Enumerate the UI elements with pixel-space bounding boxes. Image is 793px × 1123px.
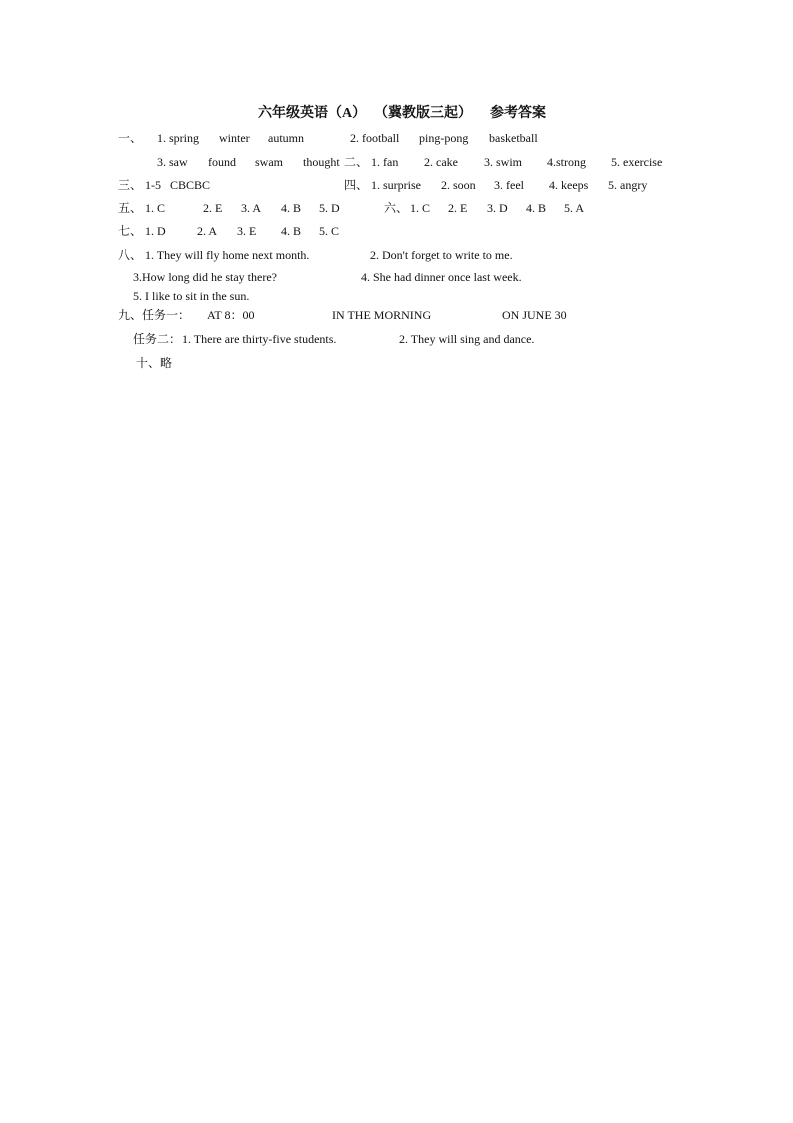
answer-item: 4.strong bbox=[547, 155, 586, 169]
section-5-prefix: 五、 bbox=[118, 201, 143, 215]
answer-item: found bbox=[208, 155, 236, 169]
answer-item: 4. B bbox=[281, 201, 302, 215]
answer-item: 5. A bbox=[564, 201, 585, 215]
answer-item: 5. C bbox=[319, 224, 340, 238]
task-2-prefix: 任务二： bbox=[133, 332, 182, 346]
answer-item: swam bbox=[255, 155, 283, 169]
answer-item: winter bbox=[219, 131, 250, 145]
answer-item: 1. There are thirty-five students. bbox=[182, 332, 337, 346]
answer-item: 1. spring bbox=[157, 131, 199, 145]
answer-item: 2. cake bbox=[424, 155, 458, 169]
answer-item: 1. fan bbox=[371, 155, 399, 169]
answer-item: 2. E bbox=[203, 201, 223, 215]
answer-item: autumn bbox=[268, 131, 304, 145]
answer-item: 5. exercise bbox=[611, 155, 663, 169]
answer-item: IN THE MORNING bbox=[332, 308, 432, 322]
answer-item: 4. B bbox=[526, 201, 547, 215]
answer-item: 2. Don't forget to write to me. bbox=[370, 248, 513, 262]
answer-item: 1. surprise bbox=[371, 178, 421, 192]
answer-item: 5. D bbox=[319, 201, 340, 215]
answer-item: ping-pong bbox=[419, 131, 469, 145]
section-8-prefix: 八、 bbox=[118, 248, 143, 262]
answer-item: 2. They will sing and dance. bbox=[399, 332, 535, 346]
answer-item: AT 8：00 bbox=[207, 308, 255, 322]
answer-item: 1. They will fly home next month. bbox=[145, 248, 310, 262]
answer-item: 2. soon bbox=[441, 178, 476, 192]
answer-item: 3. D bbox=[487, 201, 508, 215]
answer-item: basketball bbox=[489, 131, 538, 145]
answer-item: 2. E bbox=[448, 201, 468, 215]
section-2-prefix: 二、 bbox=[344, 155, 369, 169]
answer-item: 3. swim bbox=[484, 155, 523, 169]
section-7-prefix: 七、 bbox=[118, 224, 143, 238]
answer-item: 2. football bbox=[350, 131, 400, 145]
answer-item: 4. B bbox=[281, 224, 302, 238]
section-1-prefix: 一、 bbox=[118, 131, 143, 145]
answer-item: 3. saw bbox=[157, 155, 188, 169]
section-10-text: 十、略 bbox=[136, 356, 173, 370]
answer-item: 1. C bbox=[410, 201, 431, 215]
answer-item: 3. E bbox=[237, 224, 257, 238]
answer-item: 4. keeps bbox=[549, 178, 589, 192]
answer-item: thought bbox=[303, 155, 340, 169]
answer-item: 5. I like to sit in the sun. bbox=[133, 289, 250, 303]
section-4-prefix: 四、 bbox=[344, 178, 369, 192]
answer-item: 3.How long did he stay there? bbox=[133, 270, 277, 284]
section-3-prefix: 三、 bbox=[118, 178, 143, 192]
answer-item: 3. A bbox=[241, 201, 262, 215]
answer-item: 4. She had dinner once last week. bbox=[361, 270, 522, 284]
section-6-prefix: 六、 bbox=[384, 201, 409, 215]
title-answer-key: 参考答案 bbox=[490, 106, 546, 121]
answer-item: 1-5 CBCBC bbox=[145, 178, 211, 192]
answer-item: ON JUNE 30 bbox=[502, 308, 567, 322]
answer-item: 2. A bbox=[197, 224, 218, 238]
section-9-prefix: 九、任务一： bbox=[118, 308, 191, 322]
title-grade: 六年级英语（A） bbox=[258, 106, 367, 121]
answer-item: 5. angry bbox=[608, 178, 648, 192]
answer-item: 1. D bbox=[145, 224, 166, 238]
answer-item: 1. C bbox=[145, 201, 166, 215]
title-edition: （冀教版三起） bbox=[374, 106, 472, 121]
answer-item: 3. feel bbox=[494, 178, 524, 192]
